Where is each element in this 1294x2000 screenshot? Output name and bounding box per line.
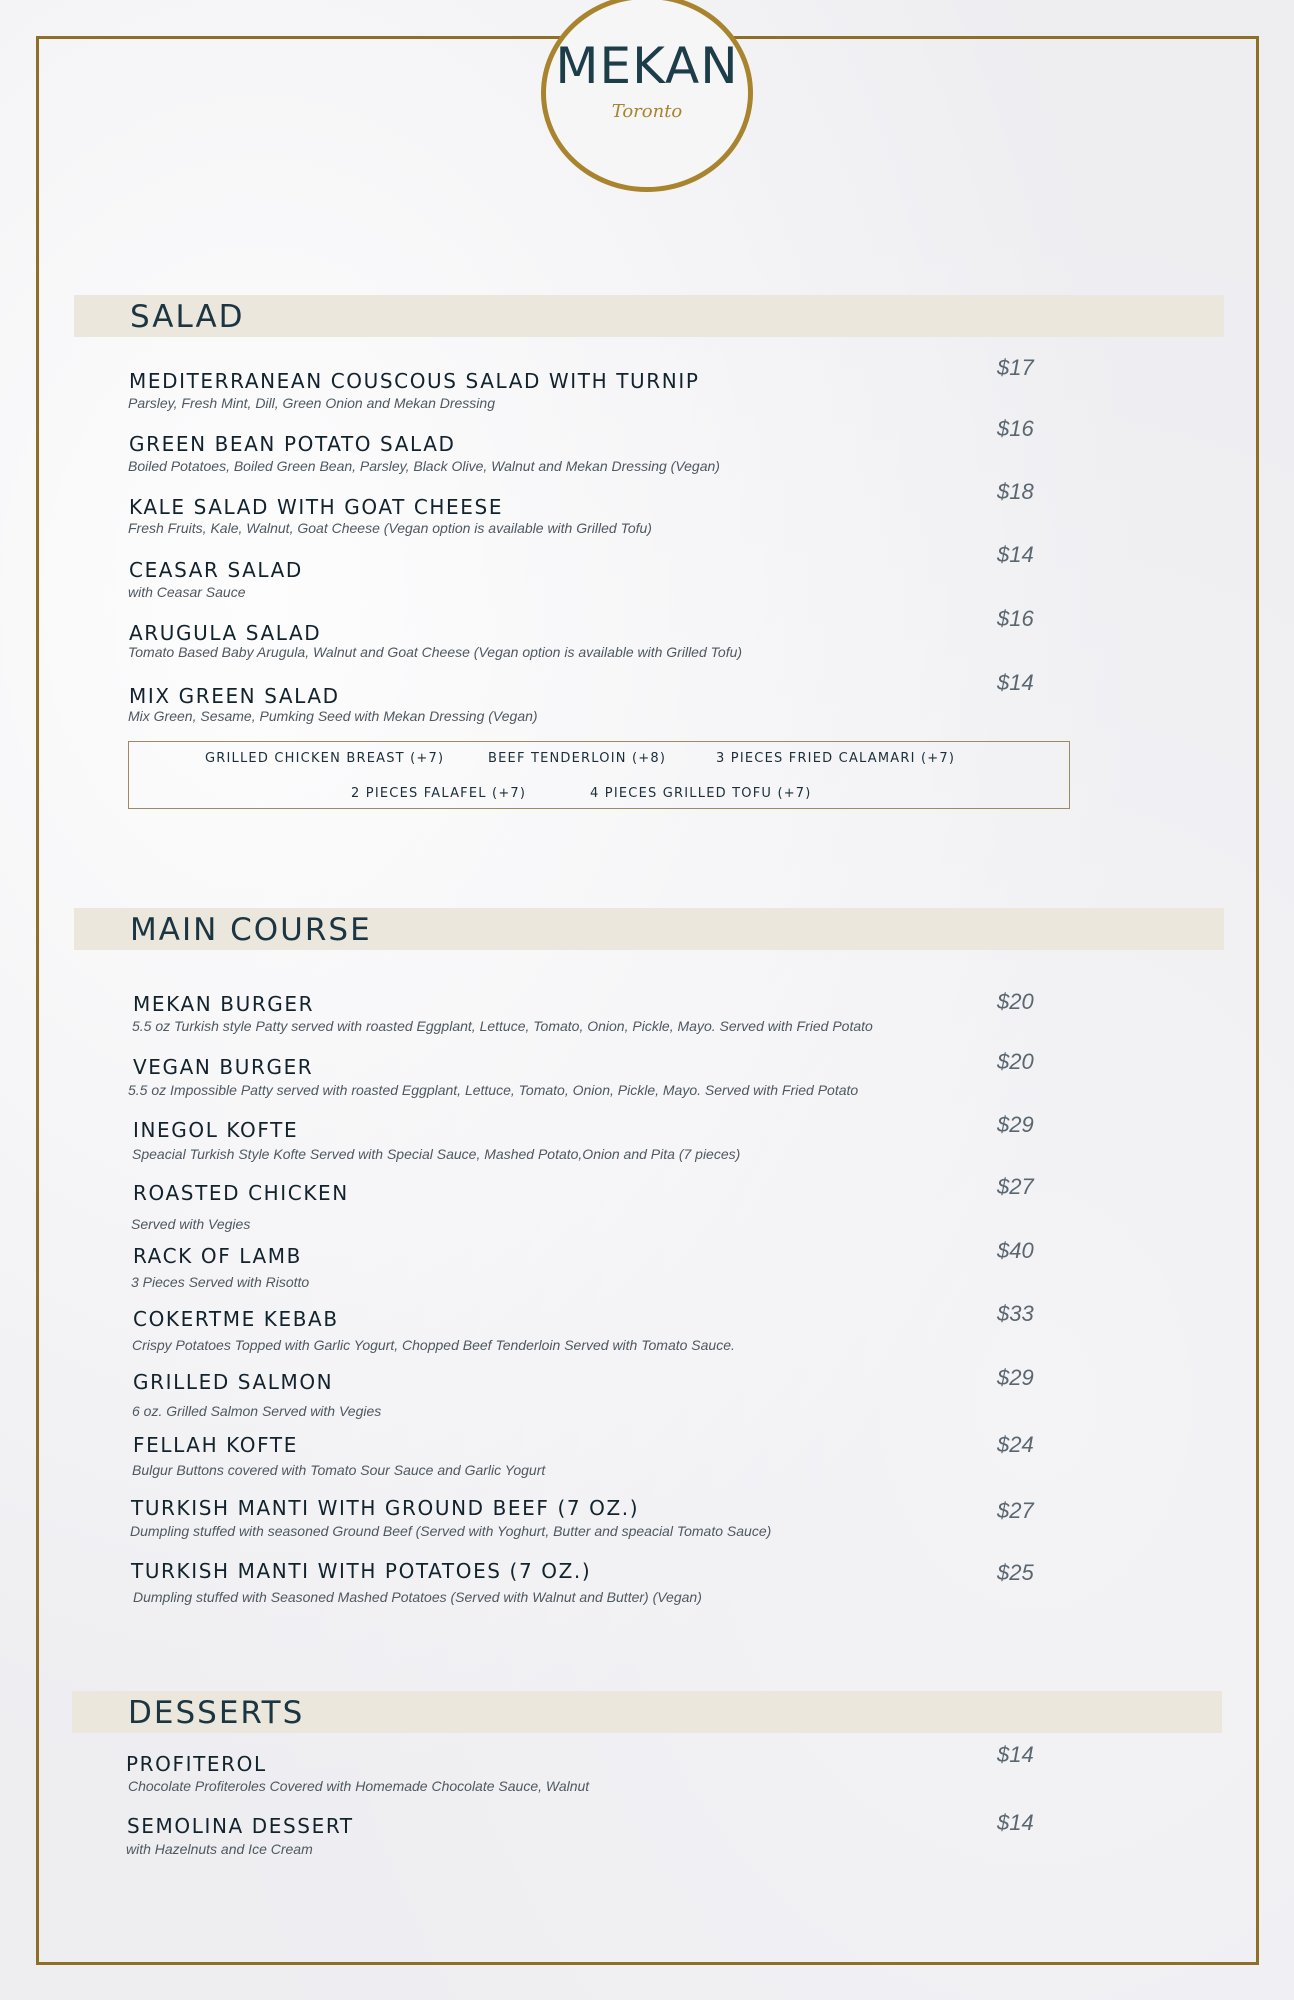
menu-item-price: $14: [997, 542, 1034, 567]
menu-item-price: $27: [997, 1174, 1034, 1199]
menu-item-description: Parsley, Fresh Mint, Dill, Green Onion and Mekan Dressing: [128, 395, 495, 411]
menu-item-price: $18: [997, 479, 1034, 504]
menu-item-name: GRILLED SALMON: [133, 1370, 334, 1394]
menu-item-name: MIX GREEN SALAD: [129, 684, 340, 708]
desserts-section-title: DESSERTS: [128, 1695, 305, 1731]
menu-item-price: $29: [997, 1112, 1034, 1137]
menu-item-name: PROFITEROL: [126, 1752, 267, 1776]
salad-section-header: [74, 295, 1224, 337]
menu-item-description: Mix Green, Sesame, Pumking Seed with Mekan Dressing (Vegan): [128, 708, 538, 724]
logo-city: Toronto: [611, 101, 683, 122]
menu-item-name: ARUGULA SALAD: [129, 621, 322, 645]
menu-item-description: Dumpling stuffed with Seasoned Mashed Potatoes (Served with Walnut and Butter) (Vegan): [133, 1589, 702, 1605]
addon-option: 2 PIECES FALAFEL (+7): [351, 786, 527, 801]
menu-item-price: $20: [997, 1049, 1034, 1074]
menu-item-price: $14: [997, 670, 1034, 695]
main-course-section-header: [74, 908, 1224, 950]
menu-item-name: COKERTME KEBAB: [133, 1307, 339, 1331]
menu-item-description: 5.5 oz Impossible Patty served with roasted Eggplant, Lettuce, Tomato, Onion, Pickle, Mayo. Served with Fried Potato: [128, 1082, 859, 1098]
menu-item-price: $14: [997, 1742, 1034, 1767]
menu-item-description: Tomato Based Baby Arugula, Walnut and Goat Cheese (Vegan option is available with Grilled Tofu): [128, 644, 743, 660]
menu-item-description: Boiled Potatoes, Boiled Green Bean, Parsley, Black Olive, Walnut and Mekan Dressing (Vegan): [128, 458, 720, 474]
menu-item-name: RACK OF LAMB: [133, 1244, 302, 1268]
menu-item-description: Fresh Fruits, Kale, Walnut, Goat Cheese (Vegan option is available with Grilled Tofu): [128, 520, 652, 536]
menu-item-name: CEASAR SALAD: [129, 558, 303, 582]
menu-item-name: TURKISH MANTI WITH POTATOES (7 OZ.): [131, 1559, 592, 1583]
menu-item-name: MEDITERRANEAN COUSCOUS SALAD WITH TURNIP: [129, 369, 700, 393]
menu-item-price: $16: [997, 416, 1034, 441]
menu-item-description: Chocolate Profiteroles Covered with Homemade Chocolate Sauce, Walnut: [128, 1778, 590, 1794]
menu-item-price: $24: [997, 1432, 1034, 1457]
menu-item-price: $25: [997, 1560, 1034, 1585]
menu-item-description: Speacial Turkish Style Kofte Served with Special Sauce, Mashed Potato,Onion and Pita (7 pieces): [132, 1146, 741, 1162]
addon-option: GRILLED CHICKEN BREAST (+7): [205, 751, 445, 766]
menu-item-description: Served with Vegies: [131, 1216, 251, 1232]
menu-item-name: VEGAN BURGER: [133, 1055, 314, 1079]
menu-item-description: Crispy Potatoes Topped with Garlic Yogurt, Chopped Beef Tenderloin Served with Tomato Sauce.: [132, 1337, 735, 1353]
menu-item-description: 3 Pieces Served with Risotto: [131, 1274, 310, 1290]
menu-item-price: $14: [997, 1810, 1034, 1835]
menu-item-description: Bulgur Buttons covered with Tomato Sour Sauce and Garlic Yogurt: [132, 1462, 546, 1478]
menu-item-description: 5.5 oz Turkish style Patty served with roasted Eggplant, Lettuce, Tomato, Onion, Pickle, Mayo. Served with Fried Potato: [132, 1018, 873, 1034]
menu-item-name: FELLAH KOFTE: [133, 1433, 298, 1457]
menu-item-price: $33: [997, 1301, 1034, 1326]
menu-item-name: SEMOLINA DESSERT: [127, 1814, 354, 1838]
logo-name: MEKAN: [555, 37, 739, 95]
menu-item-name: INEGOL KOFTE: [133, 1118, 299, 1142]
menu-item-description: with Hazelnuts and Ice Cream: [126, 1841, 313, 1857]
menu-item-price: $16: [997, 606, 1034, 631]
menu-item-description: Dumpling stuffed with seasoned Ground Beef (Served with Yoghurt, Butter and speacial Tomato Sauce): [130, 1523, 772, 1539]
main-course-section-title: MAIN COURSE: [130, 912, 372, 948]
restaurant-logo: [541, 0, 753, 192]
menu-item-name: GREEN BEAN POTATO SALAD: [129, 432, 456, 456]
menu-item-description: with Ceasar Sauce: [128, 584, 246, 600]
menu-item-name: MEKAN BURGER: [133, 992, 315, 1016]
menu-item-price: $17: [997, 355, 1034, 380]
menu-item-price: $27: [997, 1498, 1034, 1523]
salad-section-title: SALAD: [130, 299, 245, 335]
menu-item-price: $40: [997, 1238, 1034, 1263]
menu-item-price: $20: [997, 989, 1034, 1014]
addon-option: 3 PIECES FRIED CALAMARI (+7): [716, 751, 956, 766]
addon-option: BEEF TENDERLOIN (+8): [488, 751, 667, 766]
addon-option: 4 PIECES GRILLED TOFU (+7): [590, 786, 812, 801]
salad-addons-box: [128, 741, 1070, 809]
menu-item-price: $29: [997, 1365, 1034, 1390]
menu-item-name: KALE SALAD WITH GOAT CHEESE: [129, 495, 504, 519]
menu-item-name: TURKISH MANTI WITH GROUND BEEF (7 OZ.): [131, 1496, 640, 1520]
menu-item-name: ROASTED CHICKEN: [133, 1181, 349, 1205]
desserts-section-header: [72, 1691, 1222, 1733]
menu-item-description: 6 oz. Grilled Salmon Served with Vegies: [132, 1403, 382, 1419]
